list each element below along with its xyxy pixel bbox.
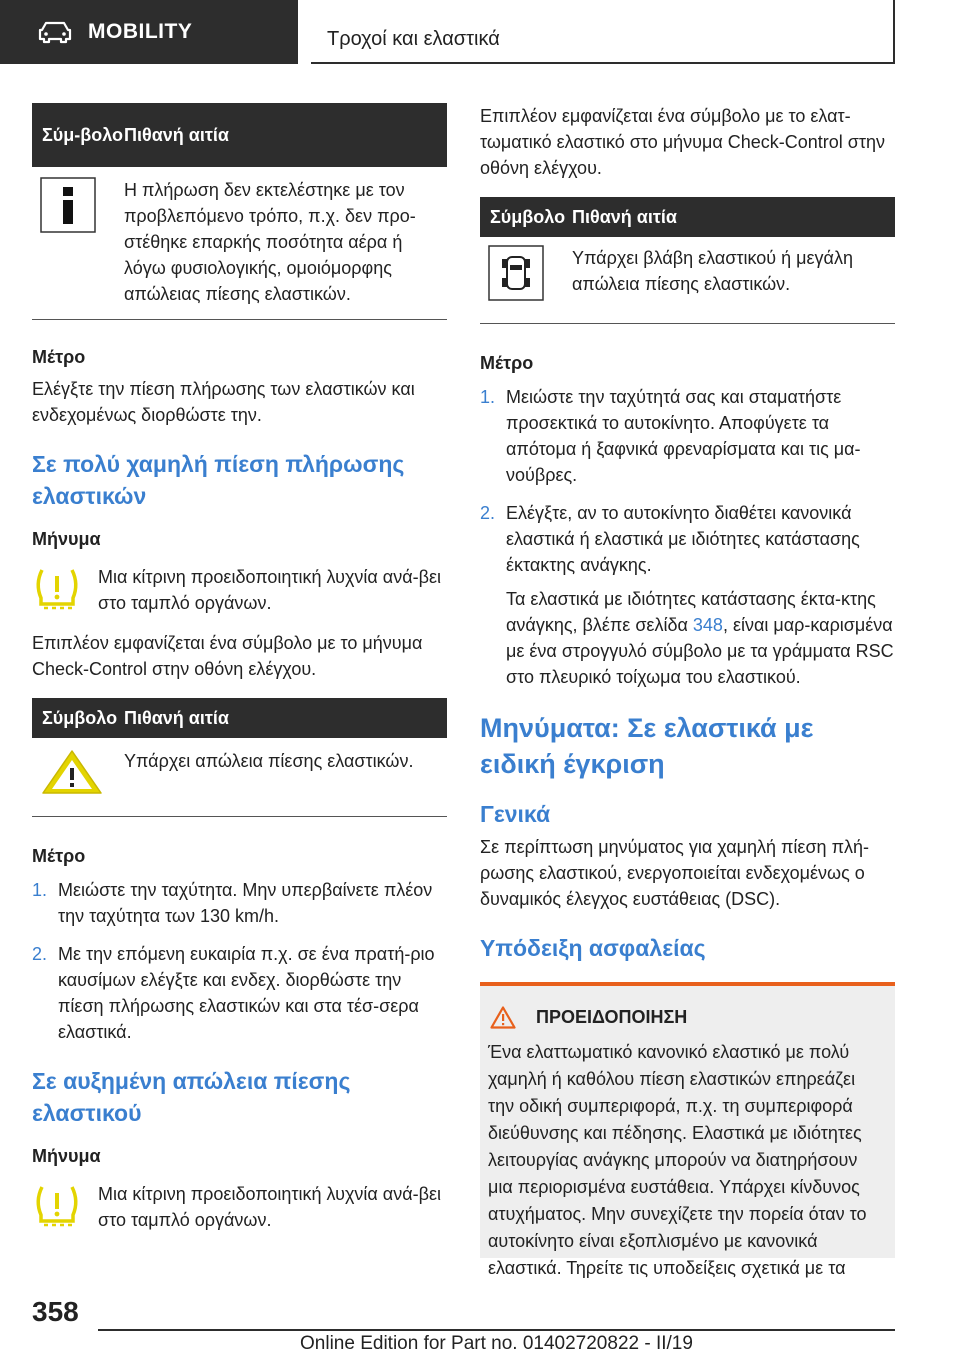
symbol-table-warning [32, 698, 447, 817]
subsection-heading: Γενικά [480, 801, 551, 827]
measure-label: Μέτρο [480, 353, 534, 373]
table-cell-cause: Υπάρχει απώλεια πίεσης ελαστικών. [124, 751, 414, 771]
section-heading: Σε αυξημένη απώλεια πίεσης ελαστικού [32, 1068, 351, 1126]
indicator-message [32, 1181, 447, 1233]
step-note [506, 586, 895, 690]
page-reference-link[interactable]: 348 [692, 615, 723, 635]
car-icon [38, 21, 72, 43]
warning-box [480, 982, 895, 1278]
table-cell-cause: Η πλήρωση δεν εκτελέστηκε με τον προβλεπόμενο τρόπο, π.χ. δεν προ-στέθηκε επαρκής ποσότητα αέρα ή λόγω φυσιολογικής, ομοιόμορφης απώλειας πίεσης ελαστικών. [124, 180, 416, 304]
step-number: 1. [32, 880, 48, 900]
symbol-table-defect [480, 197, 895, 324]
table-header-symbol: Σύμβολο [490, 207, 566, 227]
list-item [32, 877, 447, 929]
intro-text: Επιπλέον εμφανίζεται ένα σύμβολο με το ελατ-τωματικό ελαστικό στο μήνυμα Check-Control στην οθόνη ελέγχου. [480, 106, 886, 178]
message-label: Μήνυμα [32, 1146, 101, 1166]
table-header [32, 103, 447, 167]
measure-text: Ελέγξτε την πίεση πλήρωσης των ελαστικών και ενδεχομένως διορθώστε την. [32, 379, 415, 425]
step-text: Ελέγξτε, αν το αυτοκίνητο διαθέτει κανονικά ελαστικά ή ελαστικά με ιδιότητες κατάστασης έκτακτης ανάγκης. [506, 503, 860, 575]
step-text: Με την επόμενη ευκαιρία π.χ. σε ένα πρατή-ριο καυσίμων ελέγξτε και ενδεχ. διορθώστε την πίεση πλήρωσης ελαστικών και στα τέσ-σερα ελαστικά. [58, 944, 435, 1042]
additional-text: Επιπλέον εμφανίζεται ένα σύμβολο με το μήνυμα Check-Control στην οθόνη ελέγχου. [32, 633, 423, 679]
tire-pressure-warning-icon [32, 564, 82, 610]
page-number: 358 [32, 1296, 79, 1327]
measure-steps [32, 877, 447, 1045]
table-header-cause: Πιθανή αιτία [124, 124, 229, 145]
list-item [32, 941, 447, 1045]
footer-divider [98, 1329, 895, 1331]
warning-title [488, 1006, 883, 1029]
message-text: Μια κίτρινη προειδοποιητική λυχνία ανά-βει στο ταμπλό οργάνων. [98, 1184, 441, 1230]
header-section-tab [0, 0, 298, 64]
list-item [480, 384, 895, 488]
right-column [480, 103, 895, 1278]
message-text: Μια κίτρινη προειδοποιητική λυχνία ανά-βει στο ταμπλό οργάνων. [98, 567, 441, 613]
section-heading: Μηνύματα: Σε ελαστικά με ειδική έγκριση [480, 713, 814, 779]
table-header-symbol: Σύμβολο [42, 708, 118, 728]
edition-info: Online Edition for Part no. 01402720822 - II/19 [300, 1333, 693, 1354]
indicator-message [32, 564, 447, 616]
section-heading: Σε πολύ χαμηλή πίεση πλήρωσης ελαστικών [32, 451, 405, 509]
table-cell-cause: Υπάρχει βλάβη ελαστικού ή μεγάλη απώλεια πίεσης ελαστικών. [572, 248, 853, 294]
measure-label: Μέτρο [32, 347, 86, 367]
warning-triangle-icon [40, 748, 104, 796]
measure-label: Μέτρο [32, 846, 86, 866]
warning-title-text: ΠΡΟΕΙΔΟΠΟΙΗΣΗ [536, 1007, 688, 1027]
chapter-title: Τροχοί και ελαστικά [327, 28, 500, 50]
table-header [32, 698, 447, 738]
subsection-heading: Υπόδειξη ασφαλείας [480, 935, 706, 961]
general-text: Σε περίπτωση μηνύματος για χαμηλή πίεση πλή-ρωσης ελαστικού, ενεργοποιείται ενδεχομένως ο δυναμικός έλεγχος ευστάθειας (DSC). [480, 837, 869, 909]
message-label: Μήνυμα [32, 529, 101, 549]
warning-triangle-icon [490, 1006, 516, 1029]
step-number: 1. [480, 387, 496, 407]
step-number: 2. [480, 503, 496, 523]
table-header-cause: Πιθανή αιτία [572, 206, 677, 227]
step-number: 2. [32, 944, 48, 964]
step-text: Μειώστε την ταχύτητα. Μην υπερβαίνετε πλέον την ταχύτητα των 130 km/h. [58, 880, 433, 926]
symbol-table-info [32, 103, 447, 320]
step-text: Μειώστε την ταχύτητά σας και σταματήστε προσεκτικά το αυτοκίνητο. Αποφύγετε τα απότομα ή ξαφνικά φρεναρίσματα και τις μα-νούβρες. [506, 387, 861, 485]
table-header-cause: Πιθανή αιτία [124, 707, 229, 728]
info-icon [40, 177, 96, 233]
table-row [32, 167, 447, 320]
warning-text: Ένα ελαττωματικό κανονικό ελαστικό με πολύ χαμηλή ή καθόλου πίεση ελαστικών επηρεάζει την οδική συμπεριφορά, π.χ. τη συμπεριφορά διεύθυνσης και πέδησης. Ελαστικά με ιδιότητες λειτουργίας ανάγκης μπορούν να διατηρήσουν μια περιορισμένα ευστάθεια. Υπάρχει κίνδυνος ατυχήματος. Μην συνεχίζετε την πορεία όταν το αυτοκίνητο είναι εξοπλισμένο με κανονικά ελαστικά. Τηρείτε τις υποδείξεις σχετικά με τα [488, 1042, 867, 1278]
list-item [480, 500, 895, 578]
defective-tire-icon [488, 245, 544, 301]
section-label: MOBILITY [88, 20, 193, 43]
table-row [32, 738, 447, 817]
measure-steps [480, 384, 895, 578]
table-header-symbol: Σύμ-βολο [42, 125, 124, 145]
table-row [480, 237, 895, 324]
table-header [480, 197, 895, 237]
tire-pressure-warning-icon [32, 1181, 82, 1227]
left-column [32, 103, 447, 1233]
step-note-text-end: , είναι μαρ-καρισμένα με ένα στρογγυλό σύμβολο με τα γράμματα RSC στο πλευρικό τοίχωμα του ελαστικού. [506, 615, 894, 687]
step-note-text: Τα ελαστικά με ιδιότητες κατάστασης έκτα-κτης ανάγκης, βλέπε σελίδα [506, 589, 876, 635]
header-chapter-box [311, 0, 895, 64]
